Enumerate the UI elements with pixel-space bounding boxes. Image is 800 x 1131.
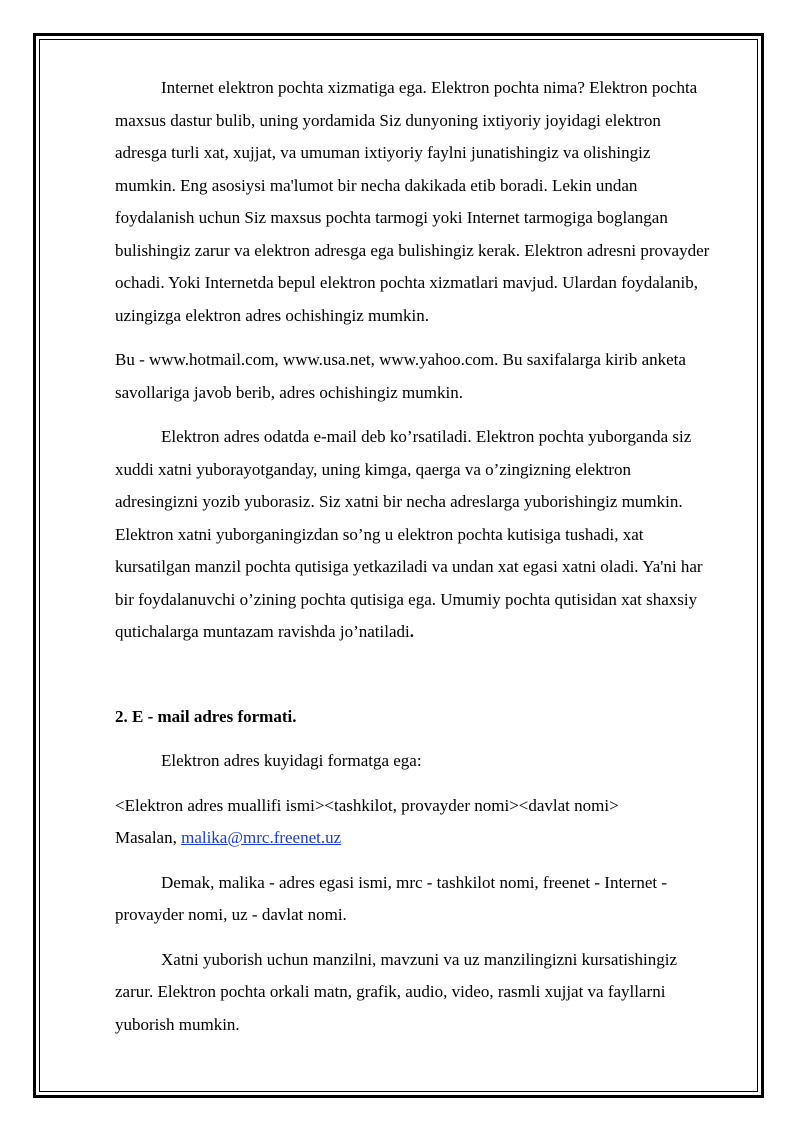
email-example-link[interactable]: malika@mrc.freenet.uz <box>181 828 342 847</box>
paragraph-explanation: Demak, malika - adres egasi ismi, mrc - tashkilot nomi, freenet - Internet - provayder nomi, uz - davlat nomi. <box>115 872 668 924</box>
section-spacer <box>115 661 715 701</box>
paragraph-final: Xatni yuborish uchun manzilni, mavzuni va uz manzilingizni kursatishingiz zarur. Elektron pochta orkali matn, grafik, audio, video, rasmli xujjat va fayllarni yuborish mumkin. <box>115 949 678 1034</box>
paragraph-format-example <box>115 790 715 855</box>
paragraph-email-intro: Internet elektron pochta xizmatiga ega. Elektron pochta nima? Elektron pochta maxsus dastur bulib, uning yordamida Siz dunyoning ixtiyoriy joyidagi elektron adresga turli xat, xujjat, va umuman ixtiyoriy faylni junatishingiz va olishingiz mumkin. Eng asosiysi ma'lumot bir necha dakikada etib boradi. Lekin undan foydalanish uchun Siz maxsus pochta tarmogi yoki Internet tarmogiga boglangan bulishingiz zarur va elektron adresga ega bulishingiz kerak. Elektron adresni provayder ochadi. Yoki Internetda bepul elektron pochta xizmatlari mavjud. Ulardan foydalanib, uzingizga elektron adres ochishingiz mumkin. <box>115 78 710 325</box>
paragraph-email-address-text: Elektron adres odatda e-mail deb ko’rsatiladi. Elektron pochta yuborganda siz xuddi xatni yuborayotganday, uning kimga, qaerga va o’zingizning elektron adresingizni yozib yuborasiz. Siz xatni bir necha adreslarga yuborishingiz mumkin. Elektron xatni yuborganingizdan so’ng u elektron pochta kutisiga tushadi, xat kursatilgan manzil pochta qutisiga yetkaziladi va undan xat egasi xatni oladi. Ya'ni har bir foydalanuvchi o’zining pochta qutisiga ega. Umumiy pochta qutisidan xat shaxsiy qutichalarga muntazam ravishda jo’natiladi <box>115 427 703 641</box>
section-heading: 2. E - mail adres formati. <box>115 706 297 726</box>
document-body <box>115 72 715 1053</box>
paragraph-free-services: Bu - www.hotmail.com, www.usa.net, www.yahoo.com. Bu saxifalarga kirib anketa savollariga javob berib, adres ochishingiz mumkin. <box>115 350 686 402</box>
paragraph-format-intro: Elektron adres kuyidagi formatga ega: <box>161 751 422 770</box>
paragraph-email-address <box>115 421 715 649</box>
format-line: <Elektron adres muallifi ismi><tashkilot, provayder nomi><davlat nomi> <box>115 795 619 815</box>
example-prefix: Masalan, <box>115 828 182 847</box>
paragraph-end-dot: . <box>409 622 414 641</box>
